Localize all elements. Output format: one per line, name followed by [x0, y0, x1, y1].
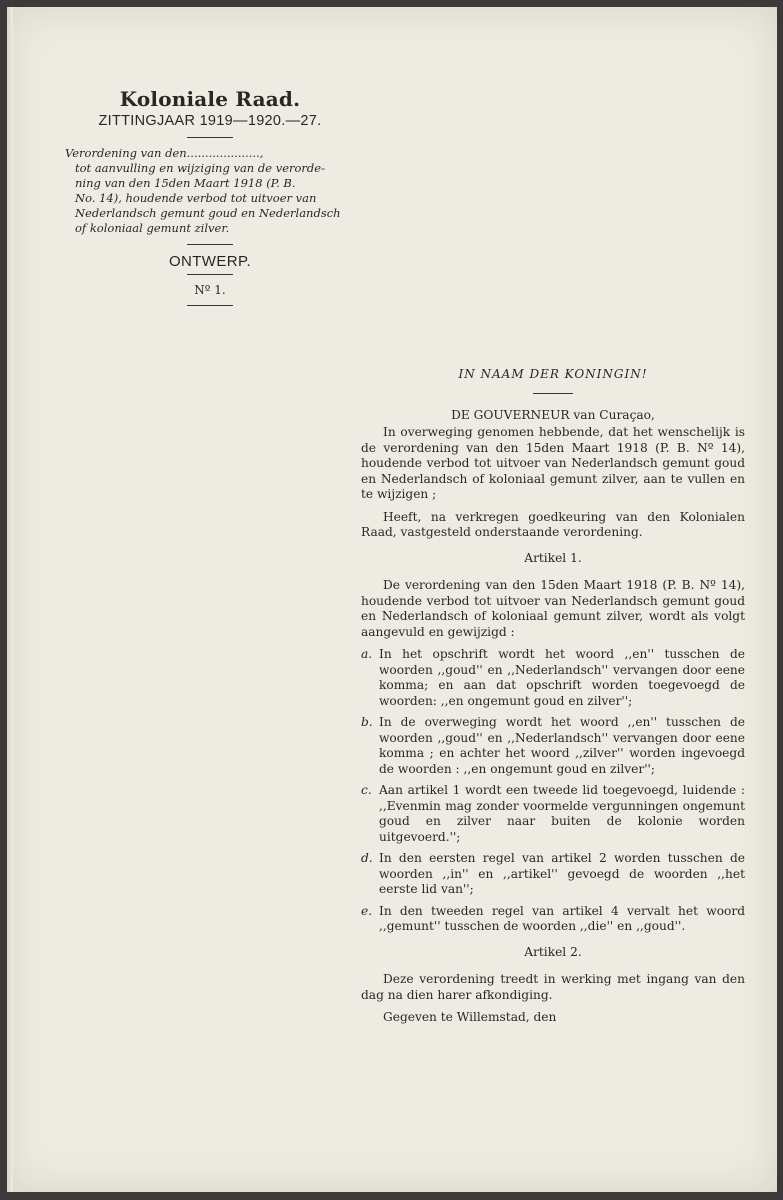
royal-heading: IN NAAM DER KONINGIN! [458, 367, 648, 381]
item-label: e. [361, 903, 373, 918]
page-fold [7, 7, 13, 1192]
item-text: In den eersten regel van artikel 2 worden tusschen de woorden ,,in'' en ,,artikel'' gevoegd de woorden ,,het eerste lid van''; [379, 851, 745, 896]
divider [187, 137, 233, 138]
list-item [361, 904, 745, 935]
article-2-text: Deze verordening treedt in werking met ingang van den dag na dien harer afkondiging. [361, 972, 745, 1002]
description-line: ning van den 15den Maart 1918 (P. B. [75, 176, 296, 190]
ordinance-body [361, 367, 745, 1033]
divider [187, 244, 233, 245]
session-year: ZITTINGJAAR 1919—1920.—27. [98, 113, 322, 129]
article-1-title: Artikel 1. [524, 550, 582, 565]
article-1-intro: De verordening van den 15den Maart 1918 (P. B. Nº 14), houdende verbod tot uitvoer van Nederlandsch gemunt goud en Nederlandsch of koloniaal gemunt zilver, wordt als volgt aangevuld en gewijzigd : [361, 578, 745, 639]
list-item [361, 783, 745, 845]
list-item [361, 647, 745, 709]
document-title: Koloniale Raad. [119, 87, 301, 111]
item-label: a. [361, 647, 373, 661]
item-label: b. [361, 715, 373, 729]
item-label: d. [361, 851, 373, 865]
description-line: of koloniaal gemunt zilver. [75, 221, 230, 235]
preamble-consideration: In overweging genomen hebbende, dat het wenschelijk is de verordening van den 15den Maart 1918 (P. B. Nº 14), houdende verbod tot uitvoer van Nederlandsch gemunt goud en Nederlandsch of koloniaal gemunt zilver, aan te vullen en te wijzigen ; [361, 425, 745, 501]
description-line: Verordening van den...................., [65, 146, 264, 160]
description-line: tot aanvulling en wijziging van de verorde- [75, 161, 325, 175]
ordinance-description [65, 146, 355, 236]
item-text: Aan artikel 1 wordt een tweede lid toegevoegd, luidende : ,,Evenmin mag zonder voormelde vergunningen ongemunt goud en zilver naar buiten de kolonie worden uitgevoerd.''; [379, 783, 745, 844]
divider [533, 393, 573, 394]
amendment-list [361, 647, 745, 935]
header-block [65, 77, 355, 314]
description-line: Nederlandsch gemunt goud en Nederlandsch [75, 206, 341, 220]
description-line: No. 14), houdende verbod tot uitvoer van [75, 191, 317, 205]
draft-number: Nº 1. [194, 283, 226, 297]
divider [187, 305, 233, 306]
article-2-title: Artikel 2. [524, 944, 582, 959]
item-text: In de overweging wordt het woord ,,en'' tusschen de woorden ,,goud'' en ,,Nederlandsch'' vervangen door eene komma ; en achter het woord ,,zilver'' worden ingevoegd de woorden : ,,en ongemunt goud en zilver''; [379, 715, 745, 776]
divider [187, 274, 233, 275]
preamble-enactment: Heeft, na verkregen goedkeuring van den Kolonialen Raad, vastgesteld onderstaande verordening. [361, 509, 745, 539]
document-page [7, 7, 777, 1192]
list-item [361, 715, 745, 777]
governor-line: DE GOUVERNEUR van Curaçao, [451, 407, 655, 422]
item-text: In het opschrift wordt het woord ,,en'' tusschen de woorden ,,goud'' en ,,Nederlandsch'' vervangen door eene komma; en aan dat opschrift worden toegevoegd de woorden: ,,en ongemunt goud en zilver''; [379, 647, 745, 708]
given-at-line: Gegeven te Willemstad, den [383, 1010, 557, 1024]
list-item [361, 851, 745, 898]
item-label: c. [361, 783, 372, 797]
item-text: In den tweeden regel van artikel 4 vervalt het woord ,,gemunt'' tusschen de woorden ,,die'' en ,,goud''. [379, 903, 745, 933]
draft-label: ONTWERP. [168, 253, 252, 270]
